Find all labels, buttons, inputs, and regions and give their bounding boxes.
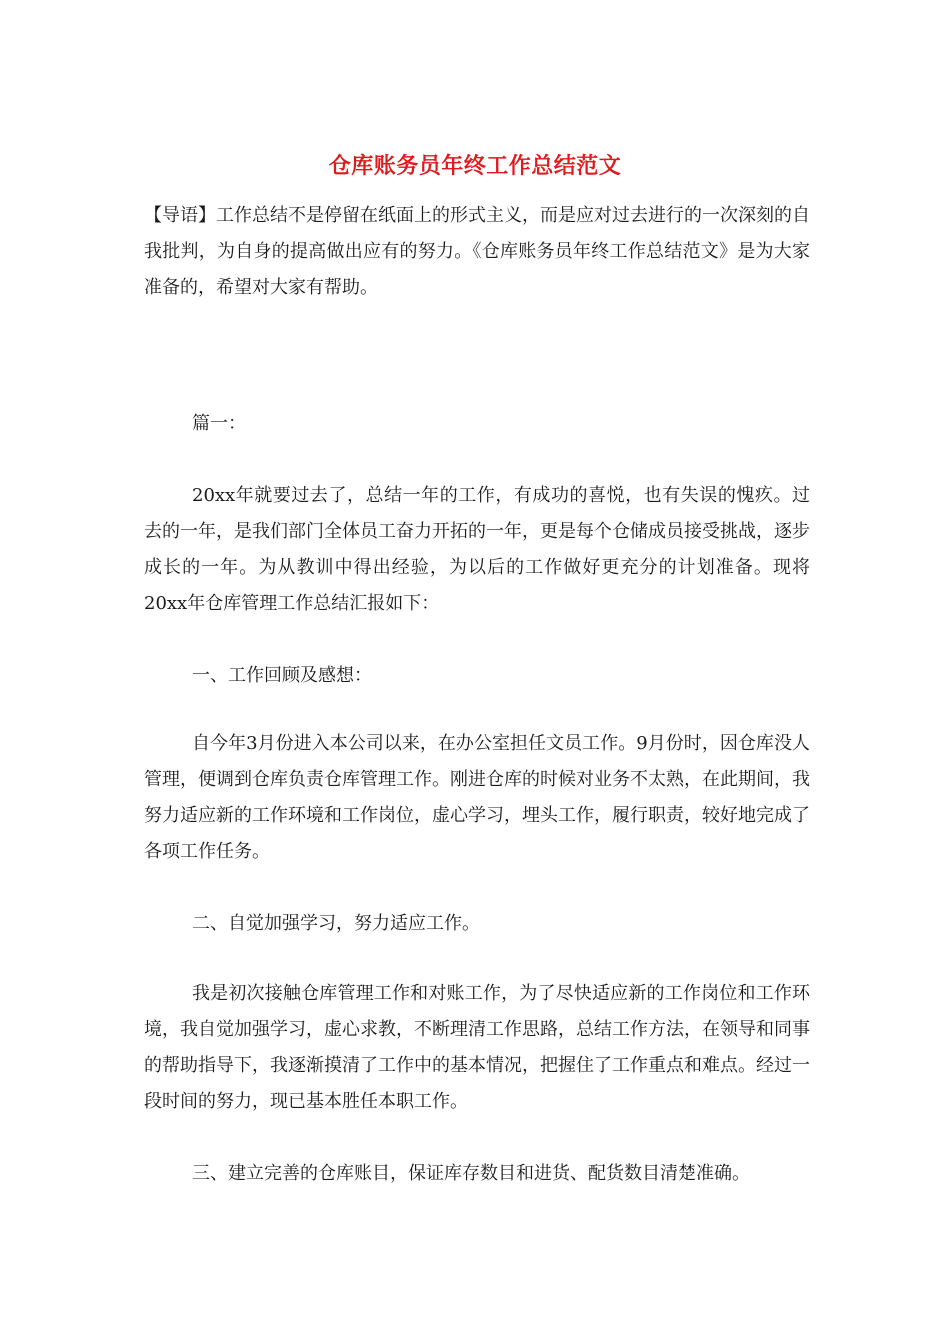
section-heading-1: 一、工作回顾及感想： bbox=[192, 665, 372, 686]
part-label: 篇一： bbox=[192, 413, 246, 434]
body-paragraph-1: 20xx年就要过去了，总结一年的工作，有成功的喜悦，也有失误的愧疚。过去的一年，是我们部门全体员工奋力开拓的一年，更是每个仓储成员接受挑战，逐步成长的一年。为从教训中得出经验，为以后的工作做好更充分的计划准备。现将20xx年仓库管理工作总结汇报如下： bbox=[144, 485, 810, 614]
section-heading-2: 二、自觉加强学习，努力适应工作。 bbox=[192, 913, 480, 934]
intro-paragraph: 【导语】工作总结不是停留在纸面上的形式主义，而是应对过去进行的一次深刻的自我批判，为自身的提高做出应有的努力。《仓库账务员年终工作总结范文》是为大家准备的，希望对大家有帮助。 bbox=[144, 205, 810, 298]
body-paragraph-3: 我是初次接触仓库管理工作和对账工作，为了尽快适应新的工作岗位和工作环境，我自觉加强学习，虚心求教，不断理清工作思路，总结工作方法，在领导和同事的帮助指导下，我逐渐摸清了工作中的基本情况，把握住了工作重点和难点。经过一段时间的努力，现已基本胜任本职工作。 bbox=[144, 983, 810, 1112]
document-title: 仓库账务员年终工作总结范文 bbox=[328, 153, 622, 179]
body-paragraph-2: 自今年3月份进入本公司以来，在办公室担任文员工作。9月份时，因仓库没人管理，便调到仓库负责仓库管理工作。刚进仓库的时候对业务不太熟，在此期间，我努力适应新的工作环境和工作岗位，虚心学习，埋头工作，履行职责，较好地完成了各项工作任务。 bbox=[144, 733, 810, 862]
section-heading-3: 三、建立完善的仓库账目，保证库存数目和进货、配货数目清楚准确。 bbox=[192, 1163, 750, 1184]
